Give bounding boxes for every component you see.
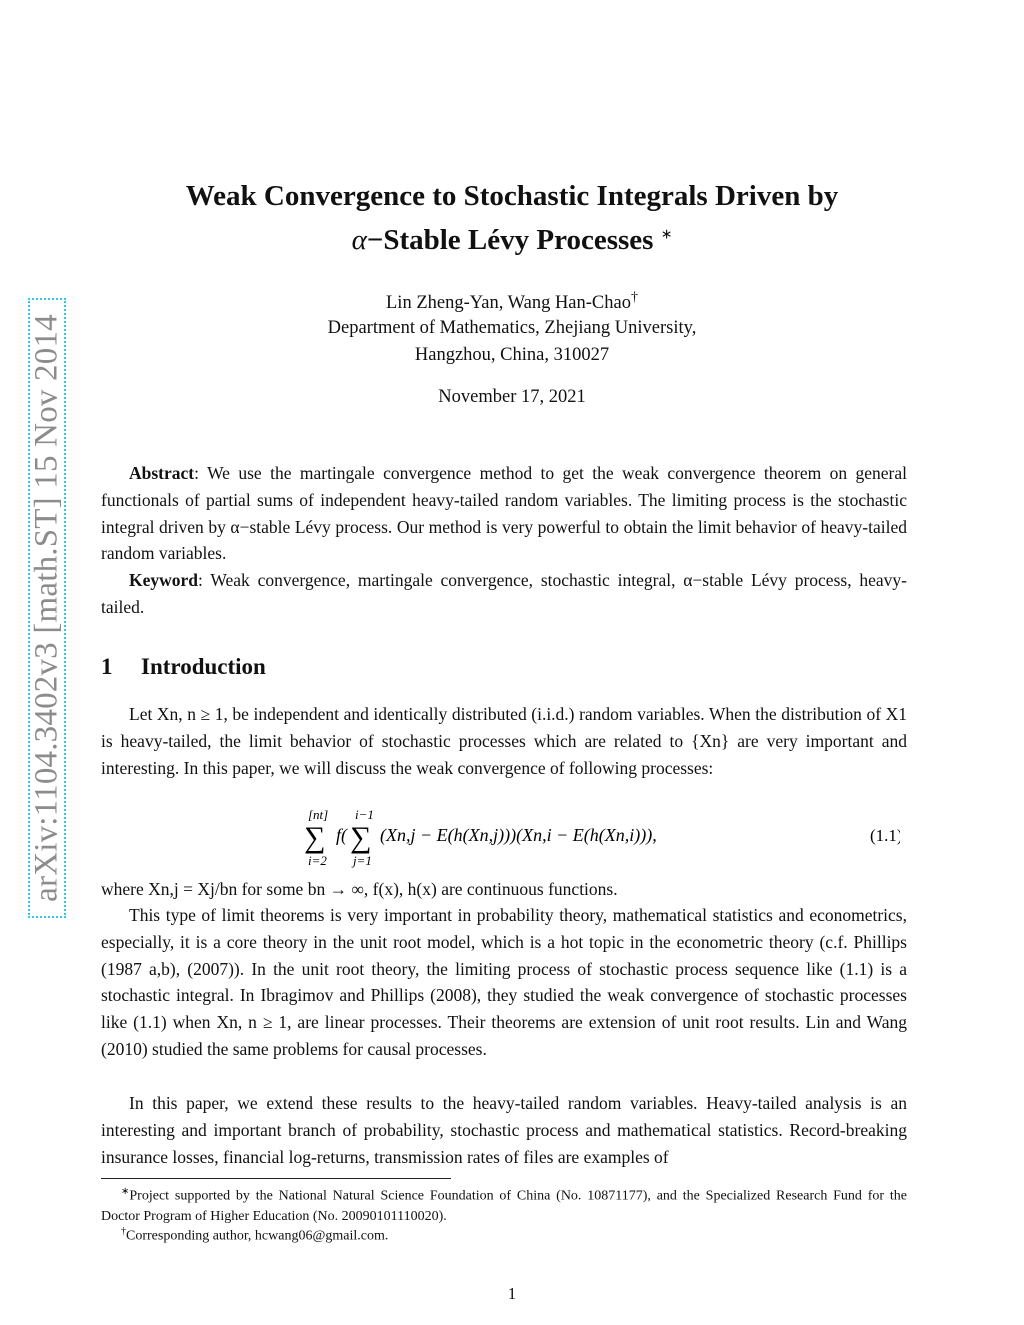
intro-paragraph-3: In this paper, we extend these results to the heavy-tailed random variables. Heavy-tailed analysis is an interesting and important branch of probability, stochastic process and mathematical statistics. Record-breaking insurance losses, financial log-returns, transmission rates of files are examples of	[101, 1093, 907, 1167]
footnote-2	[101, 1222, 907, 1247]
inner-sum-sign: ∑	[350, 821, 372, 854]
outer-sum-top: [nt]	[308, 808, 329, 822]
paper-date: November 17, 2021	[438, 387, 586, 407]
section-number: 1	[101, 654, 113, 679]
footnote-1-mark: ∗	[121, 1186, 130, 1197]
keywords	[101, 567, 907, 621]
equation-label: (1.1)	[870, 826, 900, 845]
paper-title-line1	[0, 180, 1024, 213]
author-department: Department of Mathematics, Zhejiang University,	[327, 318, 697, 338]
abstract-label: Abstract	[129, 463, 195, 483]
title-alpha: α	[351, 224, 367, 256]
footnote-2-text: Corresponding author, hcwang06@gmail.com.	[126, 1228, 389, 1244]
keyword-label: Keyword	[129, 570, 199, 590]
intro-paragraph-1: Let Xn, n ≥ 1, be independent and identically distributed (i.i.d.) random variables. When the distribution of X1 is heavy-tailed, the limit behavior of stochastic processes which are related to {Xn} are very important and interesting. In this paper, we will discuss the weak convergence of following processes:	[101, 704, 907, 778]
arxiv-stamp-text: arXiv:1104.3402v3 [math.ST] 15 Nov 2014	[28, 314, 65, 902]
equation-1-1	[300, 808, 900, 870]
outer-sum-bottom: i=2	[308, 853, 327, 868]
section-heading	[101, 654, 266, 680]
intro-paragraph-2: This type of limit theorems is very important in probability theory, mathematical statistics and econometrics, especially, it is a core theory in the unit root model, which is a hot topic in the econometric theory (c.f. Phillips (1987 a,b), (2007)). In the unit root theory, the limiting process of stochastic process sequence like (1.1) is a stochastic integral. In Ibragimov and Phillips (2008), they studied the weak convergence of stochastic processes like (1.1) when Xn, n ≥ 1, are linear processes. Their theorems are extension of unit root results. Lin and Wang (2010) studied the same problems for causal processes.	[101, 905, 907, 1059]
title-line1-text: Weak Convergence to Stochastic Integrals Driven by	[185, 180, 839, 212]
equation-f-open: f(	[336, 825, 347, 845]
equation-body: (Xn,j − E(h(Xn,j)))(Xn,i − E(h(Xn,i))),	[380, 825, 657, 845]
footnote-2-mark: †	[121, 1226, 126, 1237]
paper-title-line2	[0, 224, 1024, 257]
author-names-text: Lin Zheng-Yan, Wang Han-Chao	[386, 293, 631, 314]
title-star-mark: ∗	[660, 227, 673, 243]
footnote-1	[101, 1182, 907, 1227]
section-title: Introduction	[141, 654, 266, 679]
inner-sum-bottom: j=1	[353, 853, 372, 868]
abstract	[101, 460, 907, 567]
author-address: Hangzhou, China, 310027	[414, 345, 610, 365]
footnote-1-text: Project supported by the National Natural Science Foundation of China (No. 10871177), and the Specialized Research Fund for the Doctor Program of Higher Education (No. 20090101110020).	[101, 1188, 907, 1224]
abstract-text: : We use the martingale convergence method to get the weak convergence theorem on general functionals of partial sums of independent heavy-tailed random variables. The limiting process is the stochastic integral driven by α−stable Lévy process. Our method is very powerful to obtain the limit behavior of heavy-tailed random variables.	[101, 463, 907, 564]
inner-sum-top: i−1	[355, 808, 374, 822]
outer-sum-sign: ∑	[304, 821, 326, 854]
where-line: where Xn,j = Xj/bn for some bn → ∞, f(x), h(x) are continuous functions.	[101, 879, 618, 899]
title-line2-text: −Stable Lévy Processes	[366, 224, 654, 256]
page-number: 1	[507, 1284, 517, 1303]
author-names	[0, 290, 1024, 314]
keyword-text: : Weak convergence, martingale convergence, stochastic integral, α−stable Lévy process, heavy-tailed.	[101, 570, 907, 617]
footnote-rule	[101, 1178, 451, 1179]
author-dagger: †	[630, 290, 638, 305]
equation-svg	[300, 808, 900, 870]
